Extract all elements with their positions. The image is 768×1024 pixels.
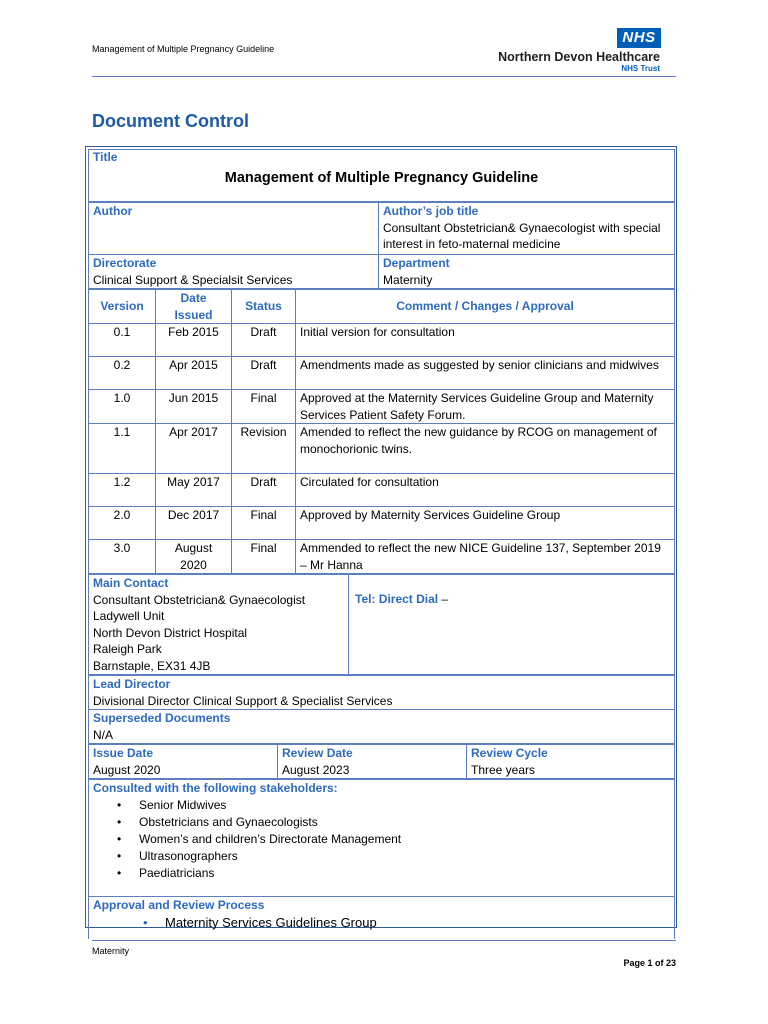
trust-name: Northern Devon Healthcare [498,50,660,64]
list-item: • Maternity Services Guidelines Group [149,914,670,932]
table-row [89,357,675,390]
stakeholders-label: Consulted with the following stakeholders: [93,781,338,795]
review-cycle-label: Review Cycle [471,746,548,760]
col-header-version: Version [89,290,156,324]
stakeholders-cell [89,780,675,897]
contact-line: Raleigh Park [93,642,162,656]
job-title-value: Consultant Obstetrician& Gynaecologist with special interest in feto-maternal medicine [383,220,661,251]
document-control-table [88,149,674,939]
date-cell: May 2017 [156,474,232,507]
review-date-value: August 2023 [282,762,350,777]
status-cell: Final [232,507,296,540]
review-date-label: Review Date [282,746,353,760]
trust-subtitle: NHS Trust [621,64,660,73]
author-label: Author [93,204,133,218]
main-contact-label: Main Contact [93,576,169,590]
version-cell: 3.0 [89,540,156,574]
table-row [89,474,675,507]
footer-department: Maternity [92,946,130,956]
department-value: Maternity [383,272,433,287]
superseded-label: Superseded Documents [93,711,231,725]
list-item: • Women’s and children’s Directorate Management [123,831,670,848]
contact-line: Consultant Obstetrician& Gynaecologist [93,592,306,607]
author-cell [89,203,379,255]
col-header-date: Date Issued [156,290,232,324]
approval-list [93,914,670,932]
document-title: Management of Multiple Pregnancy Guideline [224,170,539,186]
review-cycle-value: Three years [471,762,536,777]
table-row [89,324,675,357]
tel-label: Tel: Direct Dial [355,592,439,606]
directorate-label: Directorate [93,256,157,270]
header-document-title: Management of Multiple Pregnancy Guideline [92,44,275,54]
date-cell: Apr 2015 [156,357,232,390]
lead-director-label: Lead Director [93,677,171,691]
status-cell: Draft [232,357,296,390]
title-label: Title [93,150,118,164]
lead-director-cell [89,676,675,710]
date-cell: Feb 2015 [156,324,232,357]
comment-cell: Amendments made as suggested by senior clinicians and midwives [296,357,675,390]
header-divider [92,76,676,77]
version-history-table [88,289,675,574]
superseded-value: N/A [93,727,114,742]
col-header-status: Status [232,290,296,324]
date-cell: Dec 2017 [156,507,232,540]
issue-date-value: August 2020 [93,762,161,777]
superseded-cell [89,710,675,744]
issue-date-label: Issue Date [93,746,154,760]
contact-line: Barnstaple, EX31 4JB [93,658,211,673]
date-cell: Apr 2017 [156,424,232,474]
job-title-label: Author’s job title [383,204,479,218]
comment-cell: Approved by Maternity Services Guideline Group [296,507,675,540]
page-heading: Document Control [92,111,249,131]
col-header-comment: Comment / Changes / Approval [296,290,675,324]
approval-cell [89,897,675,939]
comment-cell: Amended to reflect the new guidance by RCOG on management of monochorionic twins. [296,424,675,474]
status-cell: Revision [232,424,296,474]
status-cell: Draft [232,324,296,357]
issue-date-cell [89,745,278,779]
version-cell: 1.0 [89,390,156,424]
comment-cell: Initial version for consultation [296,324,675,357]
version-cell: 0.2 [89,357,156,390]
title-cell [89,150,675,202]
table-row [89,540,675,574]
contact-line: Ladywell Unit [93,609,165,623]
tel-value: – [438,592,449,606]
approval-label: Approval and Review Process [93,898,265,912]
version-cell: 1.2 [89,474,156,507]
version-cell: 0.1 [89,324,156,357]
list-item: • Senior Midwives [123,797,670,814]
contact-line: North Devon District Hospital [93,625,248,640]
department-cell [379,255,675,289]
list-item: • Ultrasonographers [123,848,670,865]
review-date-cell [278,745,467,779]
table-row [89,424,675,474]
version-cell: 2.0 [89,507,156,540]
comment-cell: Circulated for consultation [296,474,675,507]
list-item: • Obstetricians and Gynaecologists [123,814,670,831]
date-cell: August 2020 [156,540,232,574]
status-cell: Final [232,540,296,574]
list-item: • Paediatricians [123,865,670,882]
department-label: Department [383,256,450,270]
page-number: Page 1 of 23 [623,958,676,968]
main-contact-cell [89,575,349,675]
review-cycle-cell [467,745,675,779]
table-row [89,507,675,540]
telephone-cell [349,575,675,675]
footer-divider [92,940,676,941]
version-cell: 1.1 [89,424,156,474]
date-cell: Jun 2015 [156,390,232,424]
job-title-cell [379,203,675,255]
lead-director-value: Divisional Director Clinical Support & Specialist Services [93,693,393,708]
status-cell: Draft [232,474,296,507]
directorate-value: Clinical Support & Specialsit Services [93,272,293,287]
comment-cell: Ammended to reflect the new NICE Guideline 137, September 2019 – Mr Hanna [296,540,675,574]
stakeholders-list [93,797,670,882]
directorate-cell [89,255,379,289]
status-cell: Final [232,390,296,424]
nhs-logo: NHS [617,28,661,48]
table-row [89,390,675,424]
comment-cell: Approved at the Maternity Services Guideline Group and Maternity Services Patient Safety Forum. [296,390,675,424]
